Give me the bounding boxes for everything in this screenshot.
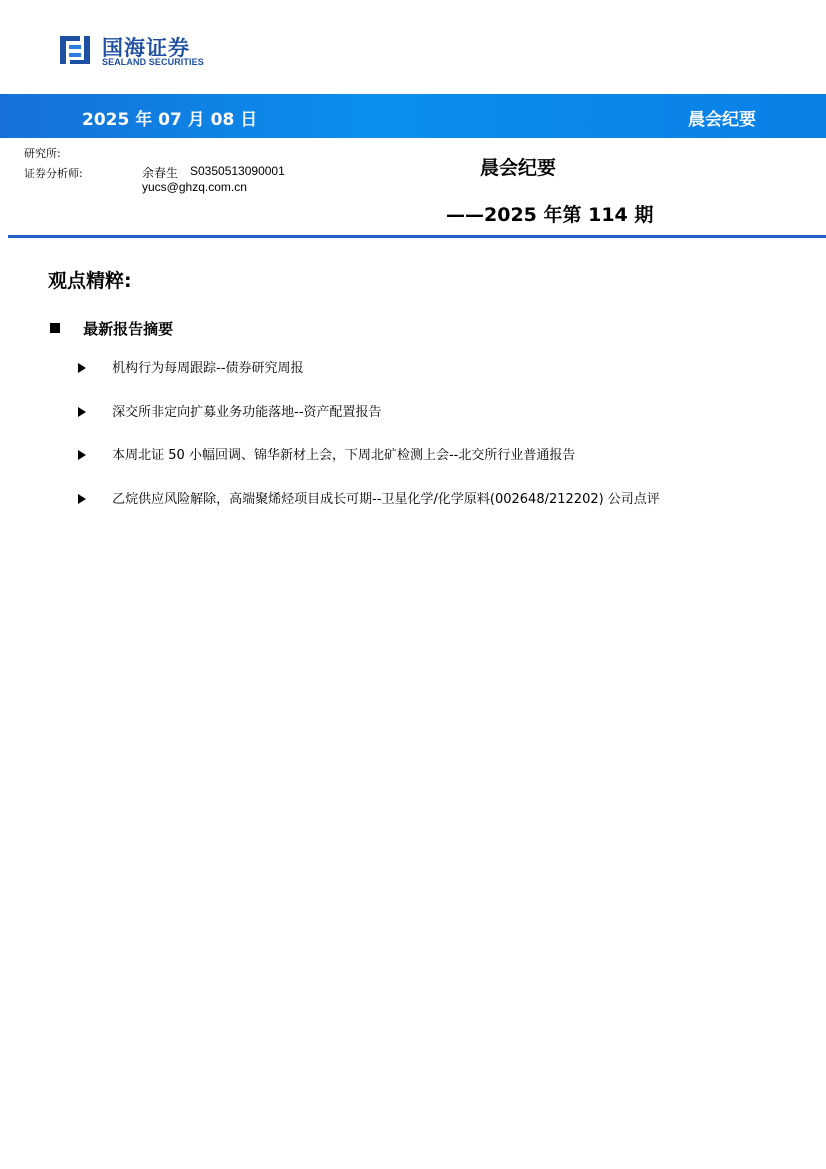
list-item-text: 乙烷供应风险解除，高端聚烯烃项目成长可期--卫星化学/化学原料(002648/212202) 公司点评 <box>112 491 660 507</box>
analyst-email: yucs@ghzq.com.cn <box>142 180 247 194</box>
subheading <box>50 318 173 338</box>
arrow-bullet-icon <box>78 494 86 504</box>
arrow-bullet-icon <box>78 407 86 417</box>
report-title: 晨会纪要 <box>480 157 557 179</box>
list-item <box>78 358 798 380</box>
square-bullet-icon <box>50 323 60 333</box>
sealand-logo-icon <box>58 32 94 68</box>
analyst-label: 证券分析师: <box>24 167 83 180</box>
list-item <box>78 445 798 467</box>
arrow-bullet-icon <box>78 450 86 460</box>
institute-label: 研究所: <box>24 147 61 160</box>
list-item-text: 机构行为每周跟踪--债券研究周报 <box>112 361 304 376</box>
list-item <box>78 489 798 511</box>
report-issue: ——2025 年第 114 期 <box>446 204 654 226</box>
arrow-bullet-icon <box>78 363 86 373</box>
report-date: 2025 年 07 月 08 日 <box>82 110 258 130</box>
section-heading: 观点精粹: <box>48 270 132 292</box>
list-item-text: 本周北证 50 小幅回调、锦华新材上会，下周北矿检测上会--北交所行业普通报告 <box>112 448 576 463</box>
list-item <box>78 402 798 424</box>
report-list <box>78 358 798 532</box>
analyst-name: 余春生 <box>142 166 179 180</box>
document-type: 晨会纪要 <box>688 110 756 130</box>
header-banner <box>0 94 826 138</box>
analyst-certificate: S0350513090001 <box>190 164 285 178</box>
company-logo <box>58 30 218 70</box>
subheading-text: 最新报告摘要 <box>83 320 174 338</box>
list-item-text: 深交所非定向扩募业务功能落地--资产配置报告 <box>112 404 382 420</box>
logo-name-cn: 国海证券 <box>102 36 190 60</box>
header-divider <box>8 235 826 238</box>
logo-name-en: SEALAND SECURITIES <box>102 57 204 67</box>
